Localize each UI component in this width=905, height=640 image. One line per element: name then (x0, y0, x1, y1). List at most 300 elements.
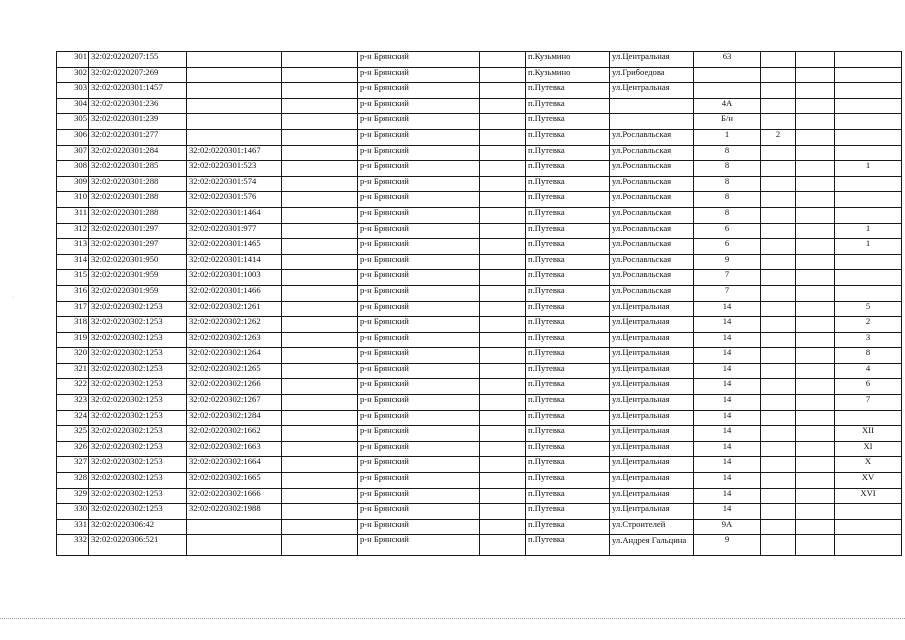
empty-cell (282, 441, 358, 457)
empty-cell (796, 254, 835, 270)
building-cell (761, 207, 796, 223)
empty-cell (282, 270, 358, 286)
row-number-cell: 310 (57, 192, 89, 208)
row-number-cell: 305 (57, 114, 89, 130)
empty-cell (796, 410, 835, 426)
row-number-cell: 327 (57, 457, 89, 473)
apartment-cell (835, 67, 902, 83)
empty-cell (796, 192, 835, 208)
cadastral-number-cell: 32:02:0220301:959 (89, 270, 187, 286)
empty-cell (282, 83, 358, 99)
district-cell: р-н Брянский (358, 239, 480, 255)
settlement-cell: п.Путевка (526, 457, 610, 473)
table-row (57, 145, 902, 161)
table-row (57, 473, 902, 489)
street-cell: ул.Центральная (610, 83, 694, 99)
empty-cell (480, 348, 526, 364)
object-cadastral-number-cell: 32:02:0220302:1663 (187, 441, 282, 457)
table-row (57, 67, 902, 83)
empty-cell (480, 176, 526, 192)
settlement-cell: п.Путевка (526, 223, 610, 239)
apartment-cell (835, 129, 902, 145)
building-cell (761, 145, 796, 161)
object-cadastral-number-cell (187, 114, 282, 130)
district-cell: р-н Брянский (358, 114, 480, 130)
house-cell: 9А (694, 519, 761, 535)
street-cell: ул.Рославльская (610, 161, 694, 177)
row-number-cell: 306 (57, 129, 89, 145)
empty-cell (480, 535, 526, 556)
house-cell: 8 (694, 192, 761, 208)
cadastral-number-cell: 32:02:0220301:297 (89, 223, 187, 239)
apartment-cell (835, 410, 902, 426)
empty-cell (480, 207, 526, 223)
table-row (57, 285, 902, 301)
street-cell: ул.Центральная (610, 317, 694, 333)
empty-cell (282, 52, 358, 68)
empty-cell (480, 395, 526, 411)
empty-cell (480, 457, 526, 473)
district-cell: р-н Брянский (358, 52, 480, 68)
settlement-cell: п.Путевка (526, 207, 610, 223)
row-number-cell: 331 (57, 519, 89, 535)
district-cell: р-н Брянский (358, 192, 480, 208)
district-cell: р-н Брянский (358, 317, 480, 333)
empty-cell (282, 363, 358, 379)
street-cell (610, 114, 694, 130)
table-row (57, 504, 902, 520)
street-cell: ул.Центральная (610, 52, 694, 68)
cadastral-number-cell: 32:02:0220302:1253 (89, 504, 187, 520)
table-row (57, 192, 902, 208)
empty-cell (480, 129, 526, 145)
house-cell: 14 (694, 488, 761, 504)
district-cell: р-н Брянский (358, 129, 480, 145)
apartment-cell: 1 (835, 239, 902, 255)
apartment-cell (835, 145, 902, 161)
building-cell: 2 (761, 129, 796, 145)
empty-cell (282, 301, 358, 317)
empty-cell (282, 223, 358, 239)
empty-cell (480, 67, 526, 83)
settlement-cell: п.Путевка (526, 519, 610, 535)
district-cell: р-н Брянский (358, 519, 480, 535)
house-cell: 14 (694, 473, 761, 489)
empty-cell (282, 348, 358, 364)
street-cell: ул.Рославльская (610, 239, 694, 255)
apartment-cell: XVI (835, 488, 902, 504)
empty-cell (796, 52, 835, 68)
empty-cell (282, 114, 358, 130)
empty-cell (796, 473, 835, 489)
building-cell (761, 363, 796, 379)
building-cell (761, 223, 796, 239)
empty-cell (480, 285, 526, 301)
object-cadastral-number-cell: 32:02:0220301:977 (187, 223, 282, 239)
row-number-cell: 319 (57, 332, 89, 348)
building-cell (761, 488, 796, 504)
street-cell: ул.Рославльская (610, 192, 694, 208)
table-row (57, 52, 902, 68)
cadastral-number-cell: 32:02:0220301:297 (89, 239, 187, 255)
house-cell: 14 (694, 301, 761, 317)
cadastral-number-cell: 32:02:0220301:236 (89, 98, 187, 114)
object-cadastral-number-cell: 32:02:0220301:574 (187, 176, 282, 192)
cadastral-number-cell: 32:02:0220302:1253 (89, 395, 187, 411)
apartment-cell (835, 519, 902, 535)
empty-cell (796, 332, 835, 348)
empty-cell (480, 332, 526, 348)
object-cadastral-number-cell: 32:02:0220302:1666 (187, 488, 282, 504)
settlement-cell: п.Путевка (526, 488, 610, 504)
street-cell: ул.Рославльская (610, 145, 694, 161)
street-cell: ул.Центральная (610, 441, 694, 457)
empty-cell (796, 285, 835, 301)
street-cell: ул.Центральная (610, 504, 694, 520)
table-row (57, 519, 902, 535)
empty-cell (282, 395, 358, 411)
table-row (57, 176, 902, 192)
cadastral-number-cell: 32:02:0220302:1253 (89, 410, 187, 426)
empty-cell (796, 129, 835, 145)
empty-cell (796, 441, 835, 457)
empty-cell (480, 145, 526, 161)
settlement-cell: п.Путевка (526, 270, 610, 286)
apartment-cell: XI (835, 441, 902, 457)
settlement-cell: п.Путевка (526, 410, 610, 426)
building-cell (761, 395, 796, 411)
object-cadastral-number-cell (187, 535, 282, 556)
building-cell (761, 504, 796, 520)
apartment-cell: 3 (835, 332, 902, 348)
building-cell (761, 457, 796, 473)
empty-cell (282, 457, 358, 473)
row-number-cell: 315 (57, 270, 89, 286)
settlement-cell: п.Путевка (526, 285, 610, 301)
cadastral-number-cell: 32:02:0220302:1253 (89, 473, 187, 489)
empty-cell (796, 176, 835, 192)
table-row (57, 223, 902, 239)
apartment-cell: 5 (835, 301, 902, 317)
house-cell (694, 67, 761, 83)
object-cadastral-number-cell: 32:02:0220302:1267 (187, 395, 282, 411)
district-cell: р-н Брянский (358, 535, 480, 556)
street-cell: ул.Грибоедова (610, 67, 694, 83)
row-number-cell: 329 (57, 488, 89, 504)
empty-cell (480, 161, 526, 177)
district-cell: р-н Брянский (358, 83, 480, 99)
empty-cell (796, 488, 835, 504)
settlement-cell: п.Путевка (526, 317, 610, 333)
district-cell: р-н Брянский (358, 270, 480, 286)
house-cell: 9 (694, 254, 761, 270)
street-cell: ул.Центральная (610, 301, 694, 317)
house-cell: 6 (694, 239, 761, 255)
apartment-cell (835, 285, 902, 301)
row-number-cell: 318 (57, 317, 89, 333)
empty-cell (480, 426, 526, 442)
apartment-cell: 7 (835, 395, 902, 411)
empty-cell (480, 254, 526, 270)
settlement-cell: п.Путевка (526, 395, 610, 411)
row-number-cell: 321 (57, 363, 89, 379)
cadastral-number-cell: 32:02:0220301:285 (89, 161, 187, 177)
row-number-cell: 314 (57, 254, 89, 270)
table-row (57, 363, 902, 379)
building-cell (761, 239, 796, 255)
apartment-cell (835, 504, 902, 520)
cadastral-number-cell: 32:02:0220302:1253 (89, 301, 187, 317)
table-row (57, 161, 902, 177)
empty-cell (796, 67, 835, 83)
table-row (57, 114, 902, 130)
building-cell (761, 441, 796, 457)
cadastral-number-cell: 32:02:0220301:1457 (89, 83, 187, 99)
building-cell (761, 426, 796, 442)
empty-cell (796, 457, 835, 473)
table-row (57, 270, 902, 286)
empty-cell (796, 207, 835, 223)
settlement-cell: п.Путевка (526, 83, 610, 99)
empty-cell (282, 317, 358, 333)
table-row (57, 317, 902, 333)
row-number-cell: 304 (57, 98, 89, 114)
row-number-cell: 317 (57, 301, 89, 317)
cadastral-number-cell: 32:02:0220301:277 (89, 129, 187, 145)
settlement-cell: п.Путевка (526, 192, 610, 208)
apartment-cell (835, 535, 902, 556)
row-number-cell: 323 (57, 395, 89, 411)
settlement-cell: п.Путевка (526, 348, 610, 364)
empty-cell (480, 410, 526, 426)
street-cell: ул.Центральная (610, 332, 694, 348)
empty-cell (282, 129, 358, 145)
empty-cell (282, 535, 358, 556)
house-cell (694, 83, 761, 99)
settlement-cell: п.Путевка (526, 114, 610, 130)
apartment-cell (835, 52, 902, 68)
district-cell: р-н Брянский (358, 457, 480, 473)
empty-cell (796, 161, 835, 177)
object-cadastral-number-cell: 32:02:0220302:1284 (187, 410, 282, 426)
house-cell: 14 (694, 379, 761, 395)
empty-cell (796, 223, 835, 239)
building-cell (761, 379, 796, 395)
house-cell: 1 (694, 129, 761, 145)
street-cell: ул.Центральная (610, 379, 694, 395)
empty-cell (282, 161, 358, 177)
empty-cell (480, 473, 526, 489)
street-cell (610, 98, 694, 114)
settlement-cell: п.Путевка (526, 176, 610, 192)
cadastral-number-cell: 32:02:0220302:1253 (89, 426, 187, 442)
street-cell: ул.Центральная (610, 457, 694, 473)
empty-cell (796, 395, 835, 411)
table-row (57, 395, 902, 411)
cadastral-number-cell: 32:02:0220302:1253 (89, 317, 187, 333)
apartment-cell: 4 (835, 363, 902, 379)
row-number-cell: 312 (57, 223, 89, 239)
settlement-cell: п.Путевка (526, 473, 610, 489)
building-cell (761, 254, 796, 270)
empty-cell (796, 363, 835, 379)
apartment-cell: XV (835, 473, 902, 489)
building-cell (761, 317, 796, 333)
cadastral-number-cell: 32:02:0220302:1253 (89, 488, 187, 504)
table-row (57, 441, 902, 457)
apartment-cell (835, 192, 902, 208)
table-row (57, 239, 902, 255)
table-row (57, 301, 902, 317)
settlement-cell: п.Путевка (526, 239, 610, 255)
district-cell: р-н Брянский (358, 161, 480, 177)
empty-cell (282, 67, 358, 83)
empty-cell (282, 410, 358, 426)
empty-cell (796, 83, 835, 99)
object-cadastral-number-cell (187, 67, 282, 83)
table-row (57, 488, 902, 504)
row-number-cell: 328 (57, 473, 89, 489)
table-row (57, 98, 902, 114)
row-number-cell: 302 (57, 67, 89, 83)
street-cell: ул.Строителей (610, 519, 694, 535)
settlement-cell: п.Кузьмино (526, 67, 610, 83)
building-cell (761, 410, 796, 426)
district-cell: р-н Брянский (358, 301, 480, 317)
house-cell: 63 (694, 52, 761, 68)
row-number-cell: 330 (57, 504, 89, 520)
cadastral-number-cell: 32:02:0220306:42 (89, 519, 187, 535)
settlement-cell: п.Путевка (526, 129, 610, 145)
district-cell: р-н Брянский (358, 332, 480, 348)
empty-cell (480, 192, 526, 208)
empty-cell (282, 192, 358, 208)
object-cadastral-number-cell: 32:02:0220302:1265 (187, 363, 282, 379)
table-row (57, 457, 902, 473)
building-cell (761, 98, 796, 114)
building-cell (761, 473, 796, 489)
building-cell (761, 52, 796, 68)
cadastral-number-cell: 32:02:0220302:1253 (89, 348, 187, 364)
cadastral-number-cell: 32:02:0220301:284 (89, 145, 187, 161)
object-cadastral-number-cell: 32:02:0220302:1665 (187, 473, 282, 489)
empty-cell (480, 519, 526, 535)
street-cell: ул.Рославльская (610, 285, 694, 301)
district-cell: р-н Брянский (358, 395, 480, 411)
district-cell: р-н Брянский (358, 67, 480, 83)
district-cell: р-н Брянский (358, 348, 480, 364)
table-row (57, 332, 902, 348)
apartment-cell (835, 83, 902, 99)
house-cell: 14 (694, 348, 761, 364)
house-cell: 14 (694, 457, 761, 473)
apartment-cell: XII (835, 426, 902, 442)
row-number-cell: 313 (57, 239, 89, 255)
district-cell: р-н Брянский (358, 285, 480, 301)
cadastral-number-cell: 32:02:0220301:288 (89, 176, 187, 192)
cadastral-number-cell: 32:02:0220302:1253 (89, 441, 187, 457)
row-number-cell: 322 (57, 379, 89, 395)
district-cell: р-н Брянский (358, 473, 480, 489)
district-cell: р-н Брянский (358, 488, 480, 504)
object-cadastral-number-cell: 32:02:0220301:1414 (187, 254, 282, 270)
row-number-cell: 316 (57, 285, 89, 301)
building-cell (761, 519, 796, 535)
street-cell: ул.Рославльская (610, 176, 694, 192)
registry-table (56, 51, 902, 556)
object-cadastral-number-cell: 32:02:0220302:1263 (187, 332, 282, 348)
house-cell: 14 (694, 426, 761, 442)
street-cell: ул.Рославльская (610, 207, 694, 223)
settlement-cell: п.Путевка (526, 504, 610, 520)
settlement-cell: п.Путевка (526, 379, 610, 395)
empty-cell (282, 98, 358, 114)
empty-cell (282, 488, 358, 504)
house-cell: 8 (694, 145, 761, 161)
empty-cell (480, 114, 526, 130)
empty-cell (480, 504, 526, 520)
object-cadastral-number-cell: 32:02:0220302:1662 (187, 426, 282, 442)
apartment-cell (835, 114, 902, 130)
empty-cell (480, 270, 526, 286)
object-cadastral-number-cell: 32:02:0220301:1467 (187, 145, 282, 161)
empty-cell (480, 301, 526, 317)
object-cadastral-number-cell (187, 83, 282, 99)
empty-cell (796, 379, 835, 395)
empty-cell (282, 239, 358, 255)
district-cell: р-н Брянский (358, 223, 480, 239)
settlement-cell: п.Путевка (526, 426, 610, 442)
empty-cell (480, 83, 526, 99)
building-cell (761, 67, 796, 83)
cadastral-number-cell: 32:02:0220301:239 (89, 114, 187, 130)
settlement-cell: п.Путевка (526, 145, 610, 161)
street-cell: ул.Рославльская (610, 129, 694, 145)
empty-cell (282, 379, 358, 395)
street-cell: ул.Рославльская (610, 270, 694, 286)
table-row (57, 129, 902, 145)
house-cell: 14 (694, 410, 761, 426)
building-cell (761, 348, 796, 364)
building-cell (761, 161, 796, 177)
scan-speck: · (12, 295, 14, 301)
empty-cell (796, 348, 835, 364)
district-cell: р-н Брянский (358, 254, 480, 270)
row-number-cell: 332 (57, 535, 89, 556)
cadastral-number-cell: 32:02:0220207:155 (89, 52, 187, 68)
district-cell: р-н Брянский (358, 441, 480, 457)
settlement-cell: п.Путевка (526, 98, 610, 114)
house-cell: 14 (694, 441, 761, 457)
apartment-cell (835, 270, 902, 286)
district-cell: р-н Брянский (358, 145, 480, 161)
house-cell: 8 (694, 161, 761, 177)
apartment-cell: X (835, 457, 902, 473)
building-cell (761, 176, 796, 192)
settlement-cell: п.Путевка (526, 254, 610, 270)
empty-cell (480, 223, 526, 239)
cadastral-number-cell: 32:02:0220301:950 (89, 254, 187, 270)
district-cell: р-н Брянский (358, 410, 480, 426)
object-cadastral-number-cell: 32:02:0220301:1466 (187, 285, 282, 301)
apartment-cell (835, 98, 902, 114)
cadastral-number-cell: 32:02:0220207:269 (89, 67, 187, 83)
empty-cell (282, 254, 358, 270)
row-number-cell: 309 (57, 176, 89, 192)
street-cell: ул.Центральная (610, 410, 694, 426)
house-cell: 6 (694, 223, 761, 239)
table-row (57, 83, 902, 99)
